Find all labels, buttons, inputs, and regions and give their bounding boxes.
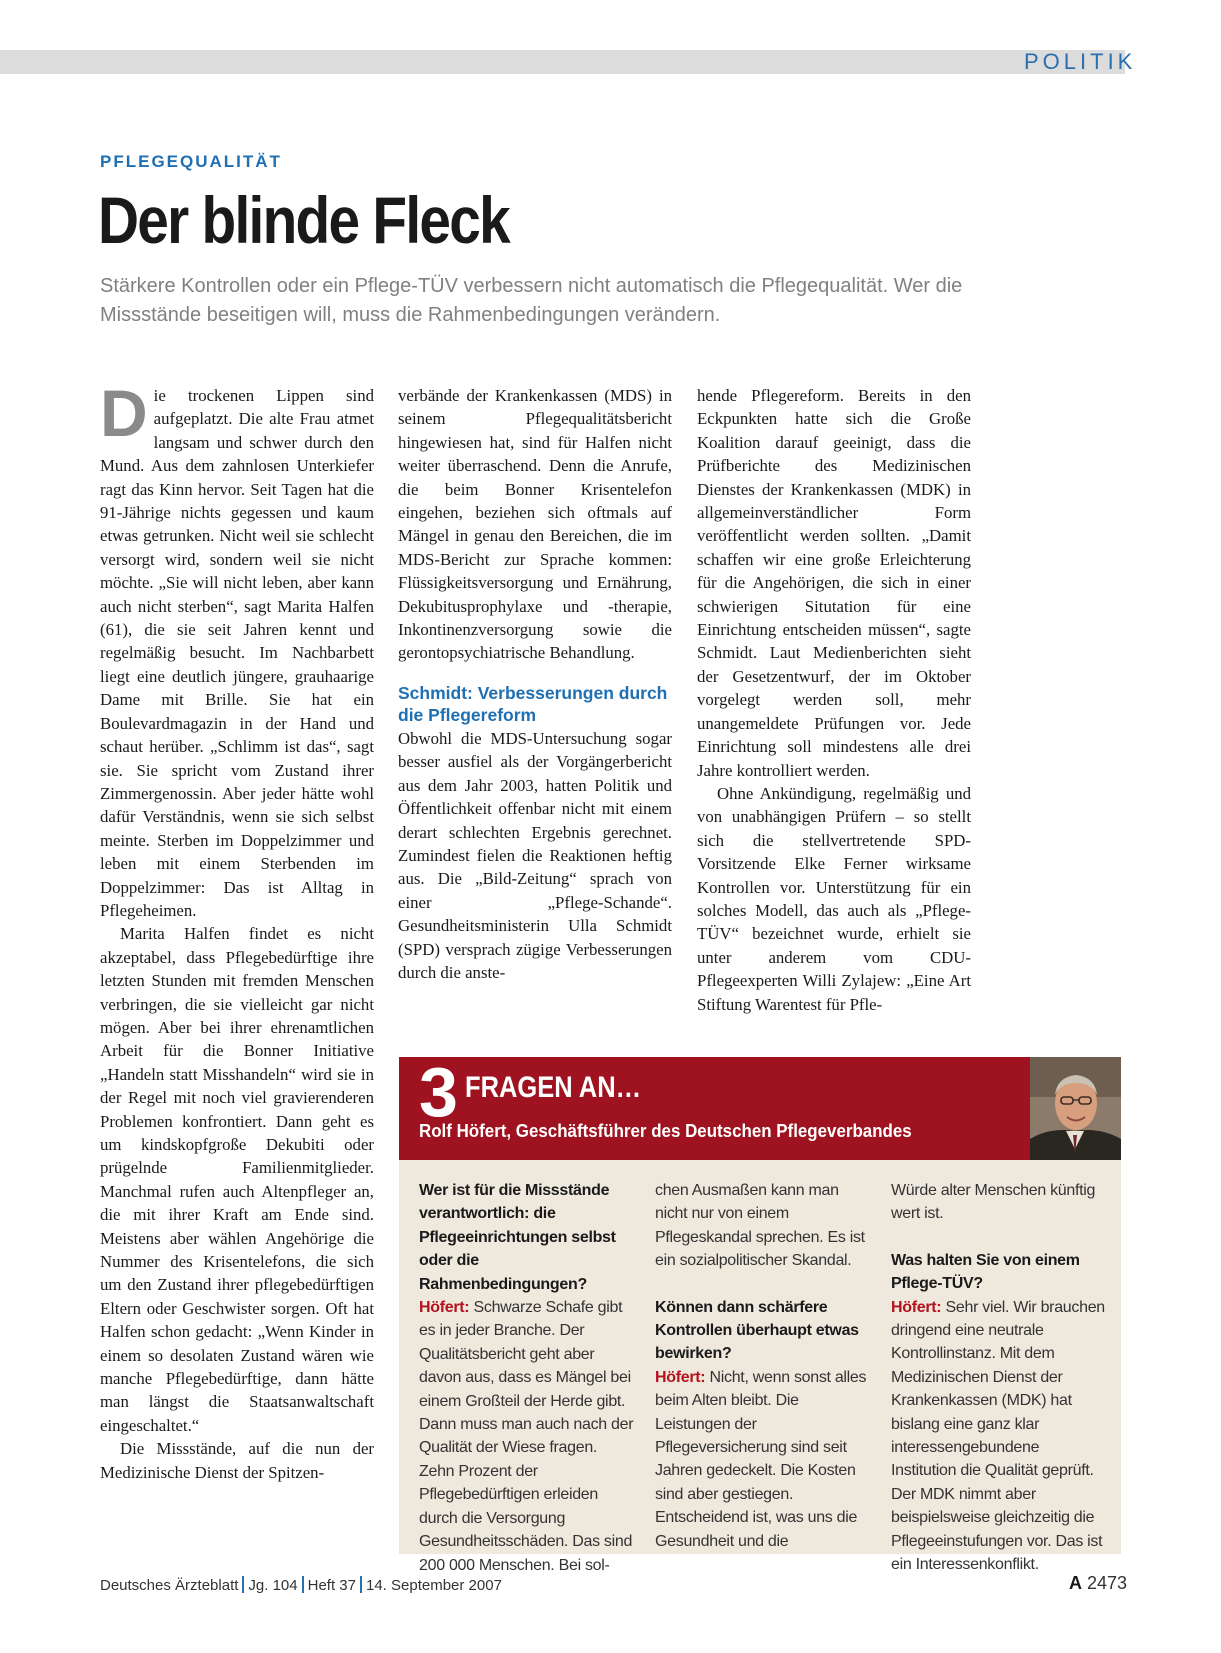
question-text: Was halten Sie von einem Pflege-TÜV? <box>891 1251 1080 1293</box>
paragraph: Marita Halfen findet es nicht akzeptabel, dass Pflegebedürftige ihre letzten Stunden mit fremden Menschen verbringen, die sie vielleicht gar nicht mögen. Aber bei ihrer ehrenamtlichen Arbeit für die Bonner Initiative „Handeln statt Misshandeln“ wird sie in der Regel mit noch viel gravierenderen Problemen konfrontiert. Dann geht es um kindskopfgroße Dekubiti oder prügelnde Familienmitglieder. Manchmal rufen auch Altenpfleger an, die mit ihrer Kraft am Ende sind. Meistens aber wählen Angehörige die Nummer des Krisentelefons, die sich um den Zustand ihrer pflegebedürftigen Eltern oder Geschwister sorgen. Oft hat Halfen schon gedacht: „Wenn Kinder in einem so desolaten Zustand wären wie manche Pflegebedürftige, dann hätte man längst die Staatsanwaltschaft eingeschaltet.“ <box>100 924 374 1435</box>
answer-text: Nicht, wenn sonst alles beim Alten bleibt. Die Leistungen der Pflegeversicherung sind seit Jahren gedeckelt. Die Kosten sind aber gestiegen. Entscheidend ist, was uns die Gesundheit und die <box>655 1368 867 1550</box>
paragraph: Obwohl die MDS-Untersuchung sogar besser ausfiel als der Vorgängerbericht aus dem Jahr 2003, hatten Politik und Öffentlichkeit offenbar nicht mit einem derart schlechten Ergebnis gerechnet. Zumindest fielen die Reaktionen heftig aus. Die „Bild-Zeitung“ sprach von einer „Pflege-Schande“. Gesundheitsministerin Ulla Schmidt (SPD) versprach zügige Verbesserungen durch die anste- <box>398 728 672 982</box>
section-label: POLITIK <box>1024 49 1137 74</box>
journal-issue: Heft 37 <box>307 1577 356 1594</box>
page-number <box>1069 1573 1127 1594</box>
page-number-value: 2473 <box>1087 1573 1128 1593</box>
speaker-label: Höfert: <box>891 1298 942 1316</box>
interview-title: FRAGEN AN… <box>465 1071 642 1104</box>
speaker-label: Höfert: <box>419 1299 470 1317</box>
footer-separator <box>242 1576 244 1593</box>
article-kicker: PFLEGEQUALITÄT <box>100 152 282 171</box>
article-column-2 <box>398 384 672 984</box>
paragraph: Ohne Ankündigung, regelmäßig und von unabhängigen Prüfern – so stellt sich die stellvertretende SPD-Vorsitzende Elke Ferner wirksame Kontrollen vor. Unterstützung für ein solches Modell, das auch als „Pflege-TÜV“ bezeichnet wurde, erhielt sie unter anderem vom CDU-Pflegeexperten Willi Zylajew: „Eine Art Stiftung Warentest für Pfle- <box>697 783 971 1014</box>
article-deck: Stärkere Kontrollen oder ein Pflege-TÜV verbessern nicht automatisch die Pflegequalität. Wer die Missstände beseitigen will, muss die Rahmenbedingungen verändern. <box>100 275 963 326</box>
interview-question <box>419 1179 634 1577</box>
page-prefix: A <box>1069 1573 1082 1593</box>
article-title: Der blinde Fleck <box>98 183 509 257</box>
article-subheading: Schmidt: Verbesserungen durch die Pflegereform <box>398 682 668 725</box>
portrait-illustration <box>1030 1057 1121 1160</box>
paragraph <box>100 376 374 922</box>
answer-text: chen Ausmaßen kann man nicht nur von einem Pflegeskandal sprechen. Es ist ein sozialpolitischer Skandal. <box>655 1182 865 1270</box>
answer-text: Schwarze Schafe gibt es in jeder Branche. Der Qualitätsbericht geht aber davon aus, dass es Mängel bei einem Großteil der Herde gibt. Dann muss man auch nach der Qualität der Wiese fragen. Zehn Prozent der Pflegebedürftigen erleiden durch die Versorgung Gesundheitsschäden. Das sind 200 000 Menschen. Bei sol- <box>419 1299 634 1574</box>
journal-volume: Jg. 104 <box>248 1577 298 1594</box>
interview-column-3 <box>891 1179 1106 1577</box>
question-text: Können dann schärfere Kontrollen überhaupt etwas bewirken? <box>655 1298 859 1363</box>
paragraph: Die Missstände, auf die nun der Medizinische Dienst der Spitzen- <box>100 1439 374 1482</box>
portrait-photo <box>1030 1057 1121 1160</box>
paragraph-text: ie trockenen Lippen sind aufgeplatzt. Die alte Frau atmet langsam und schwer durch den Mund. Aus dem zahnlosen Unterkiefer ragt das Kinn hervor. Seit Tagen hat die 91-Jährige nichts gegessen und kaum etwas getrunken. Nicht weil sie schlecht versorgt wird, sondern weil sie nicht möchte. „Sie will nicht leben, aber kann auch nicht sterben“, sagt Marita Halfen (61), die sie seit Jahren kennt und regelmäßig besucht. Im Nachbarbett liegt eine deutlich jüngere, grauhaarige Dame mit Brille. Sie hat ein Boulevardmagazin in der Hand und schaut herüber. „Schlimm ist das“, sagt sie. Sie spricht vom Zustand ihrer Zimmergenossin. Aber jeder hätte wohl dafür Verständnis, wenn sie sich selbst meinte. Sterben im Doppelzimmer und leben mit einem Sterbenden im Doppelzimmer: Das ist Alltag in Pflegeheimen. <box>100 386 374 920</box>
journal-date: 14. September 2007 <box>366 1577 502 1594</box>
interview-question <box>655 1296 870 1553</box>
footer-separator <box>360 1576 362 1593</box>
interview-column-2 <box>655 1179 870 1553</box>
section-bar <box>0 50 1125 74</box>
question-text: Wer ist für die Missstände verantwortlich: die Pflegeeinrichtungen selbst oder die Rahmenbedingungen? <box>419 1182 616 1293</box>
interview-question <box>891 1249 1106 1577</box>
interview-number: 3 <box>419 1053 458 1131</box>
footer-citation <box>100 1576 502 1594</box>
article-column-3 <box>697 384 971 1016</box>
interview-column-1 <box>419 1179 634 1577</box>
interview-header <box>399 1053 1121 1160</box>
article-column-1 <box>100 376 374 1484</box>
journal-name: Deutsches Ärzteblatt <box>100 1577 239 1594</box>
footer-separator <box>302 1576 304 1593</box>
answer-text: Würde alter Menschen künftig wert ist. <box>891 1182 1096 1223</box>
paragraph: hende Pflegereform. Bereits in den Eckpunkten hatte sich die Große Koalition darauf geeinigt, dass die Prüfberichte des Medizinischen Dienstes der Krankenkassen (MDK) in allgemeinverständlicher Form veröffentlicht werden sollten. „Damit schaffen wir eine große Erleichterung für die Angehörigen, die sich in einer schwierigen Situtation für eine Einrichtung entscheiden müssen“, sagte Schmidt. Laut Medienberichten sieht der Gesetzentwurf, der im Oktober vorgelegt werden soll, mehr unangemeldete Prüfungen vor. Jede Einrichtung soll mindestens alle drei Jahre kontrolliert werden. <box>697 386 971 780</box>
interview-subtitle: Rolf Höfert, Geschäftsführer des Deutschen Pflegeverbandes <box>419 1121 912 1141</box>
answer-text: Sehr viel. Wir brauchen dringend eine neutrale Kontrollinstanz. Mit dem Medizinischen Dienst der Krankenkassen (MDK) hat bislang eine ganz klar interessengebundene Institution die Qualität geprüft. Der MDK nimmt aber beispielsweise gleichzeitig die Pflegeeinstufungen vor. Das ist ein Interessenkonflikt. <box>891 1298 1105 1574</box>
drop-cap: D <box>100 376 148 450</box>
speaker-label: Höfert: <box>655 1368 706 1386</box>
paragraph: verbände der Krankenkassen (MDS) in seinem Pflegequalitätsbericht hingewiesen hat, sind für Halfen nicht weiter überraschend. Denn die Anrufe, die beim Bonner Krisentelefon eingehen, beziehen sich oftmals auf Mängel in genau den Bereichen, die im MDS-Bericht zur Sprache kommen: Flüssigkeitsversorgung und Ernährung, Dekubitusprophylaxe und -therapie, Inkontinenzversorgung sowie die gerontopsychiatrische Behandlung. <box>398 386 672 663</box>
interview-box <box>399 1053 1121 1574</box>
